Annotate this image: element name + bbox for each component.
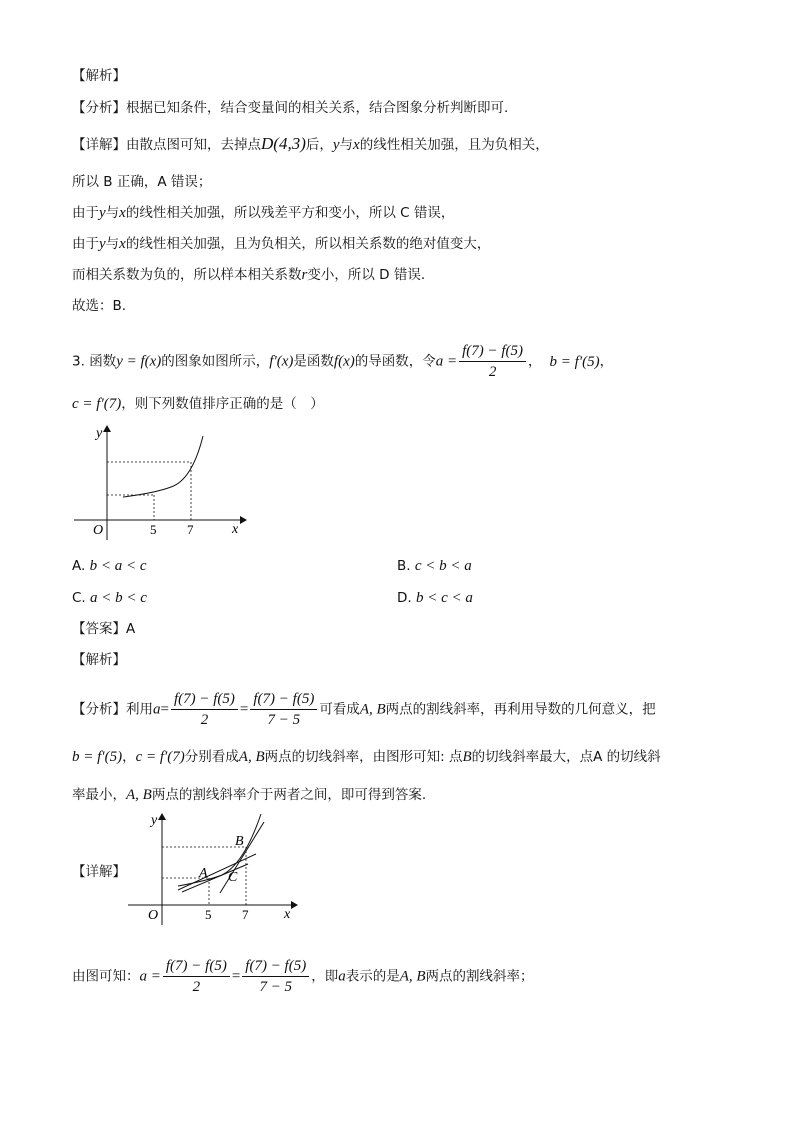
y-axis-arrow [103, 425, 111, 432]
question-3-stem [72, 342, 613, 381]
question-3-stem-cont [72, 394, 324, 414]
option-label: C. [72, 590, 86, 606]
origin-label: O [93, 523, 104, 538]
detail-q3-final-line [72, 957, 534, 996]
option-text: a < b < c [90, 590, 147, 606]
var-a: a [338, 968, 346, 985]
detail-text: 后， [305, 137, 333, 153]
analysis-text: 两点的割线斜率介于两者之间，即可得到答案. [151, 787, 427, 803]
fraction-denominator: 7 − 5 [267, 712, 301, 728]
tick-5: 5 [150, 522, 157, 537]
detail-text: 与 [105, 236, 120, 252]
detail-text: 表示的是 [345, 968, 400, 985]
option-label: A. [72, 558, 86, 574]
point-b: B [462, 749, 472, 765]
option-label: D. [397, 590, 412, 606]
option-b[interactable] [397, 556, 472, 576]
detail-text: ，即 [311, 968, 339, 985]
fraction-a [459, 342, 526, 381]
stem-text: 函数 [89, 353, 117, 370]
var-x: x [119, 205, 126, 221]
formula-fx: f(x) [333, 353, 355, 370]
option-text: c < b < a [414, 558, 472, 574]
detail-text: 由于 [72, 236, 99, 252]
analysis-text: 的切线斜率最大，点A 的切线斜 [471, 749, 661, 765]
fraction-numerator: f(7) − f(5) [459, 342, 526, 362]
analysis-text: 两点的割线斜率，再利用导数的几何意义，把 [385, 701, 656, 718]
comma: ， [528, 353, 542, 370]
y-label: y [96, 426, 103, 441]
detail-text: 与 [339, 137, 354, 153]
fraction-numerator: f(7) − f(5) [242, 957, 309, 977]
fraction-a-over-2 [163, 957, 230, 996]
detail-text: 而相关系数为负的，所以样本相关系数 [72, 267, 302, 283]
tangent-secant-graph [126, 810, 306, 928]
option-d[interactable] [397, 588, 473, 608]
x-axis-arrow [291, 901, 298, 909]
analysis-q3-line-1 [72, 690, 656, 729]
fraction-a-over-7-5 [242, 957, 309, 996]
analysis-paragraph [72, 98, 508, 118]
analysis-text: 根据已知条件，结合变量间的相关关系，结合图象分析判断即可. [126, 100, 509, 116]
stem-text: ，则下列数值排序正确的是（ ） [121, 396, 324, 412]
detail-text: 的线性相关加强，且为负相关， [359, 137, 549, 153]
point-a-label: A [199, 866, 208, 881]
formula-b: b = f′(5) [72, 749, 123, 765]
function-curve [178, 814, 261, 886]
point-c-label: C [228, 870, 238, 885]
analysis-text: 可看成 [319, 701, 360, 718]
var-x: x [353, 137, 360, 153]
tick-7: 7 [242, 907, 249, 922]
x-axis-arrow [240, 516, 247, 524]
y-label: y [151, 813, 158, 828]
detail-text: 由图可知： [72, 968, 140, 985]
analysis-q3-line-2 [72, 747, 661, 767]
analysis-q3-line-3 [72, 785, 426, 805]
points-ab: A, B [399, 968, 426, 985]
points-ab: A, B [238, 749, 265, 765]
detail-conclusion: 故选：B. [72, 298, 127, 314]
equals: = [160, 701, 169, 718]
detail-line-1 [72, 134, 549, 155]
analysis-text: 利用 [126, 701, 153, 718]
var-a: a [153, 701, 161, 718]
analysis-text: 分别看成 [184, 749, 239, 765]
secant-line-ab [178, 854, 256, 890]
analysis-tag: 【分析】 [72, 100, 126, 116]
tick-7: 7 [187, 522, 194, 537]
detail-line-4 [72, 234, 490, 254]
analysis-heading-q3: 【解析】 [72, 652, 126, 668]
formula-fprime: f′(x) [269, 353, 294, 370]
stem-text: 的导函数，令 [354, 353, 436, 370]
stem-text: 的图象如图所示， [161, 353, 270, 370]
detail-text: 的线性相关加强，且为负相关，所以相关系数的绝对值变大， [125, 236, 491, 252]
formula-b: b = f′(5) [549, 353, 600, 370]
answer-line: 【答案】A [72, 621, 136, 637]
detail-text: 由散点图可知，去掉点 [126, 137, 261, 153]
option-label: B. [397, 558, 411, 574]
option-a[interactable] [72, 556, 147, 576]
equals: = [239, 701, 249, 718]
detail-text: 的线性相关加强，所以残差平方和变小，所以 C 错误， [125, 205, 455, 221]
point-b-label: B [235, 834, 244, 849]
point-d: D(4,3) [261, 134, 306, 153]
comma: ， [122, 749, 136, 765]
formula-c: c = f′(7) [135, 749, 185, 765]
comma: ， [599, 353, 614, 370]
fraction-denominator: 7 − 5 [259, 979, 293, 995]
option-text: b < a < c [89, 558, 147, 574]
var-r: r [301, 267, 308, 283]
var-y: y [99, 205, 106, 221]
points-ab: A, B [359, 701, 386, 718]
fraction-denominator: 2 [200, 712, 209, 728]
x-label: x [232, 522, 239, 537]
function-graph [70, 422, 250, 542]
fraction-a-over-2 [171, 690, 238, 729]
analysis-text: 两点的切线斜率，由图形可知: 点 [264, 749, 463, 765]
equals: = [231, 968, 241, 985]
formula-a: a = [435, 353, 458, 370]
var-x: x [119, 236, 126, 252]
fraction-numerator: f(7) − f(5) [163, 957, 230, 977]
fraction-numerator: f(7) − f(5) [171, 690, 238, 710]
fraction-denominator: 2 [192, 979, 201, 995]
detail-tag: 【详解】 [72, 137, 126, 153]
detail-text: 由于 [72, 205, 99, 221]
detail-line-5 [72, 265, 425, 285]
fraction-denominator: 2 [488, 364, 497, 380]
detail-text: 两点的割线斜率； [425, 968, 534, 985]
detail-text: 与 [105, 205, 120, 221]
analysis-heading: 【解析】 [72, 68, 126, 84]
formula-c: c = f′(7) [72, 396, 122, 412]
question-number: 3. [72, 353, 85, 370]
points-ab: A, B [126, 787, 152, 803]
detail-line-3 [72, 203, 454, 223]
analysis-tag: 【分析】 [72, 701, 126, 718]
tick-5: 5 [205, 907, 212, 922]
origin-label: O [148, 908, 159, 923]
var-y: y [99, 236, 106, 252]
fraction-numerator: f(7) − f(5) [250, 690, 317, 710]
fraction-a-over-7-5 [250, 690, 317, 729]
tangent-line-b [220, 822, 264, 893]
detail-text: 变小，所以 D 错误. [307, 267, 426, 283]
detail-line-2: 所以 B 正确，A 错误； [72, 174, 212, 190]
option-text: b < c < a [415, 590, 473, 606]
stem-text: 是函数 [293, 353, 334, 370]
detail-tag-q3: 【详解】 [72, 864, 126, 880]
var-y: y [332, 137, 340, 153]
formula-y-fx: y = f(x) [116, 353, 162, 370]
formula-a: a = [139, 968, 161, 985]
y-axis-arrow [158, 813, 166, 820]
option-c[interactable] [72, 588, 147, 608]
analysis-text: 率最小， [72, 787, 126, 803]
x-label: x [284, 907, 291, 922]
